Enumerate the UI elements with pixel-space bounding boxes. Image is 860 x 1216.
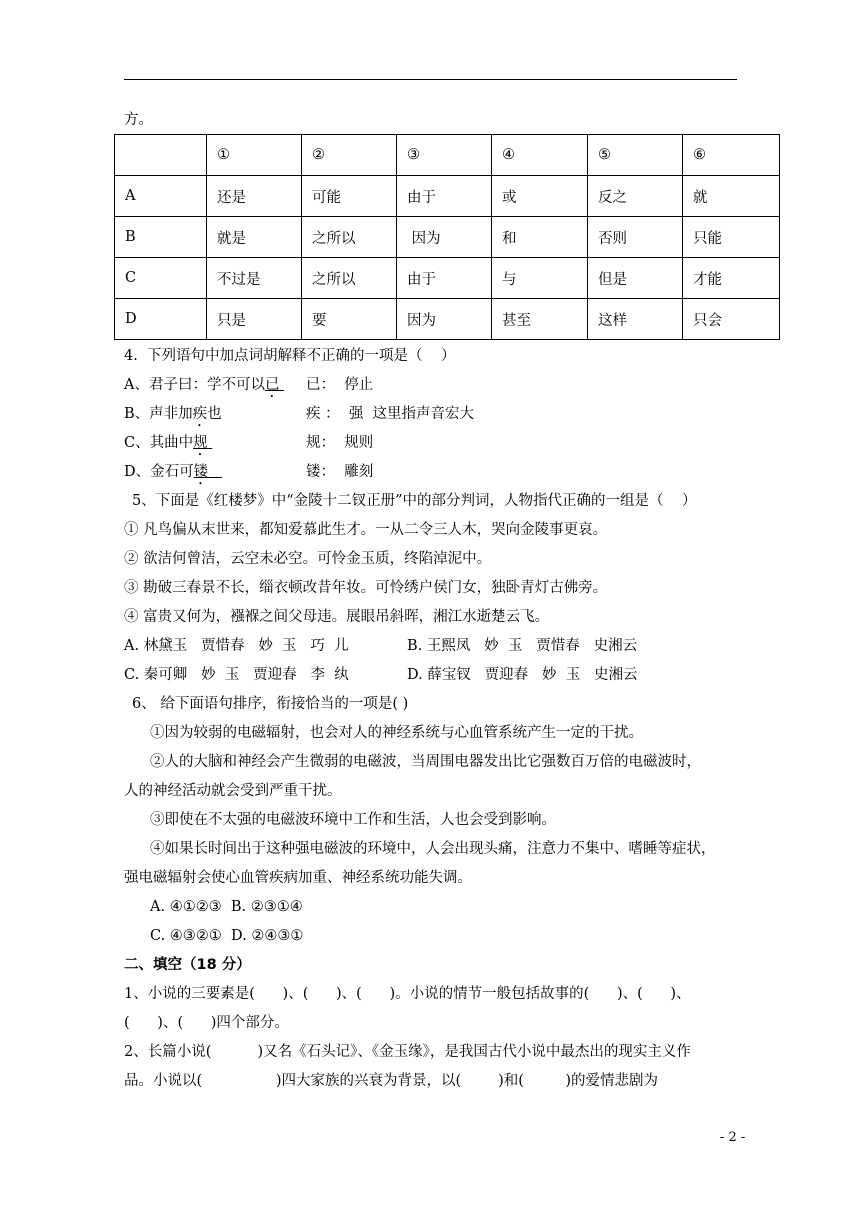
- table-cell: ⑥: [683, 135, 780, 176]
- q6-sentence-3: ③即使在不太强的电磁波环境中工作和生活，人也会受到影响。: [150, 812, 556, 828]
- table-cell: C: [115, 258, 207, 299]
- table-cell: 之所以: [302, 258, 397, 299]
- table-row: [115, 217, 780, 258]
- table-cell: ④: [492, 135, 588, 176]
- dotted-word: 规: [193, 435, 208, 451]
- table-cell: D: [115, 299, 207, 340]
- table-cell: 由于: [397, 258, 492, 299]
- table-cell: [115, 135, 207, 176]
- q6-options-ab: A. ④①②③ B. ②③①④: [150, 899, 303, 915]
- table-cell: 只是: [207, 299, 302, 340]
- table-cell: 就是: [207, 217, 302, 258]
- q4-gloss-a: 已： 停止: [306, 377, 374, 393]
- q4-gloss-c: 规： 规则: [306, 435, 374, 451]
- option-text: D、金石可: [124, 464, 194, 480]
- answer-table: [114, 134, 780, 340]
- table-cell: ⑤: [588, 135, 683, 176]
- table-cell: 与: [492, 258, 588, 299]
- q5-option-a: A. 林黛玉 贾惜春 妙 玉 巧 儿: [124, 638, 349, 654]
- table-cell: ①: [207, 135, 302, 176]
- q6-sentence-2-cont: 人的神经活动就会受到严重干扰。: [124, 783, 342, 799]
- table-cell: 这样: [588, 299, 683, 340]
- page-number: - 2 -: [720, 1130, 746, 1145]
- q6-sentence-4-cont: 强电磁辐射会使心血管疾病加重、神经系统功能失调。: [124, 870, 472, 886]
- table-cell: 但是: [588, 258, 683, 299]
- table-cell: 只会: [683, 299, 780, 340]
- dotted-word: 已: [264, 377, 280, 393]
- q4-option-c: [124, 433, 212, 459]
- q6-sentence-1: ①因为较弱的电磁辐射，也会对人的神经系统与心血管系统产生一定的干扰。: [150, 725, 643, 741]
- dotted-word: 镂: [193, 464, 209, 480]
- table-row: [115, 258, 780, 299]
- table-cell: ③: [397, 135, 492, 176]
- q5-option-d: D. 薛宝钗 贾迎春 妙 玉 史湘云: [407, 667, 638, 683]
- table-cell: 不过是: [207, 258, 302, 299]
- fill-2-cont: 品。小说以( )四大家族的兴衰为背景，以( )和( )的爱情悲剧为: [124, 1073, 659, 1089]
- table-cell: 因为: [397, 299, 492, 340]
- fill-1-cont: ( )、( )四个部分。: [124, 1015, 289, 1031]
- table-header-row: [115, 135, 780, 176]
- table-cell: 反之: [588, 176, 683, 217]
- table-cell: 才能: [683, 258, 780, 299]
- table-row: [115, 299, 780, 340]
- table-cell: 可能: [302, 176, 397, 217]
- fill-2: 2、长篇小说( )又名《石头记》、《金玉缘》，是我国古代小说中最杰出的现实主义作: [124, 1044, 691, 1060]
- q5-item-4: ④ 富贵又何为，襁褓之间父母违。展眼吊斜晖，湘江水逝楚云飞。: [124, 609, 550, 625]
- continuation-text: 方。: [124, 112, 153, 128]
- q5-option-c: C. 秦可卿 妙 玉 贾迎春 李 纨: [124, 667, 349, 683]
- section-title: 二、填空（18 分）: [124, 957, 251, 973]
- q6-sentence-4: ④如果长时间出于这种强电磁波的环境中，人会出现头痛，注意力不集中、嗜睡等症状，: [150, 841, 716, 857]
- table-cell: 甚至: [492, 299, 588, 340]
- fill-1: 1、小说的三要素是( )、( )、( )。小说的情节一般包括故事的( )、( )、: [124, 986, 691, 1002]
- q4-option-a: [124, 375, 284, 401]
- header-rule: [124, 79, 737, 80]
- q4-gloss-d: 镂： 雕刻: [306, 464, 374, 480]
- table-cell: 还是: [207, 176, 302, 217]
- q6-options-cd: C. ④③②① D. ②④③①: [150, 928, 304, 944]
- table-cell: 否则: [588, 217, 683, 258]
- table-cell: 就: [683, 176, 780, 217]
- table-cell: 只能: [683, 217, 780, 258]
- table-cell: 之所以: [302, 217, 397, 258]
- table-cell: A: [115, 176, 207, 217]
- table-cell: ②: [302, 135, 397, 176]
- q4-stem: 4. 下列语句中加点词胡解释不正确的一项是（ ）: [124, 348, 456, 364]
- q6-sentence-2: ②人的大脑和神经会产生微弱的电磁波，当周围电器发出比它强数百万倍的电磁波时，: [150, 754, 701, 770]
- q5-item-2: ② 欲洁何曾洁，云空未必空。可怜金玉质，终陷淖泥中。: [124, 551, 492, 567]
- q4-gloss-b: 疾 ： 强 这里指声音宏大: [306, 406, 475, 422]
- table-row: [115, 176, 780, 217]
- q6-stem: 6、 给下面语句排序，衔接恰当的一项是( ): [132, 696, 409, 712]
- q4-option-d: [124, 462, 222, 488]
- table-cell: 因为: [397, 217, 492, 258]
- table-cell: 或: [492, 176, 588, 217]
- q5-item-3: ③ 勘破三春景不长，缁衣顿改昔年妆。可怜绣户侯门女，独卧青灯古佛旁。: [124, 580, 608, 596]
- table-cell: 和: [492, 217, 588, 258]
- table-cell: B: [115, 217, 207, 258]
- option-text: C、其曲中: [124, 435, 194, 451]
- option-text: B、声非加: [124, 406, 193, 422]
- q5-item-1: ① 凡鸟偏从末世来，都知爱慕此生才。一从二令三人木，哭向金陵事更哀。: [124, 522, 608, 538]
- table-cell: 要: [302, 299, 397, 340]
- table-cell: 由于: [397, 176, 492, 217]
- q5-option-b: B. 王熙凤 妙 玉 贾惜春 史湘云: [407, 638, 638, 654]
- q5-stem: 5、下面是《红楼梦》中“金陵十二钗正册”中的部分判词，人物指代正确的一组是（ ）: [132, 493, 697, 509]
- option-text: 也: [207, 406, 222, 422]
- dotted-word: 疾: [192, 406, 208, 422]
- q4-option-b: [124, 404, 222, 430]
- option-text: A、君子曰：学不可以: [124, 377, 265, 393]
